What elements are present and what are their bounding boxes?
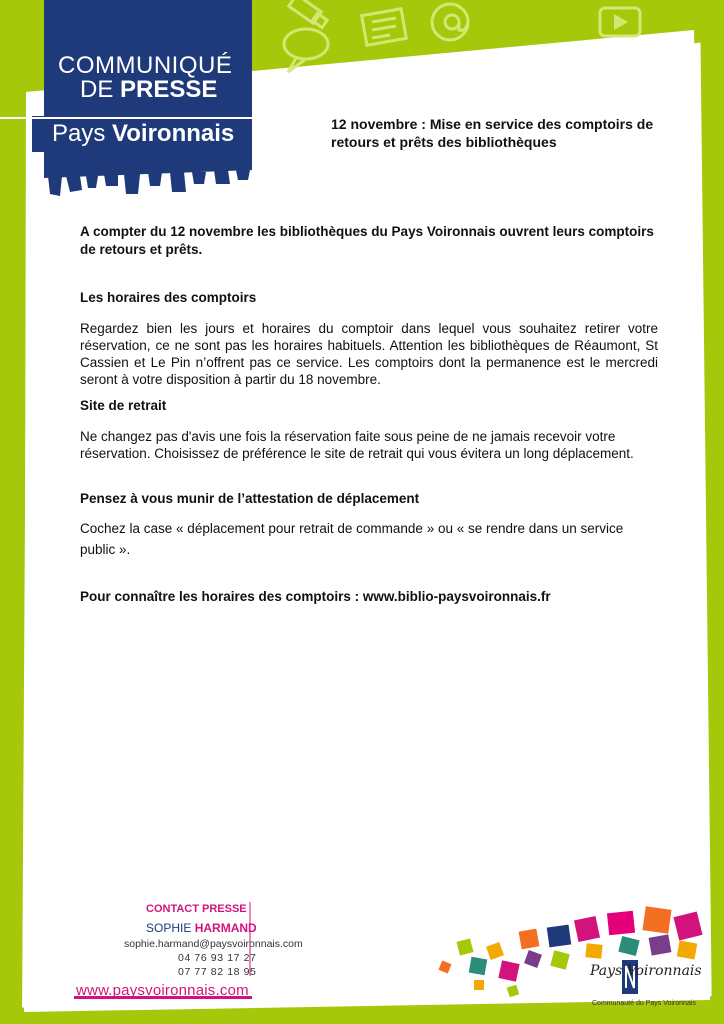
section-heading-horaires: Les horaires des comptoirs (80, 290, 257, 305)
green-frame-left (0, 0, 28, 1024)
website-link[interactable]: www.paysvoironnais.com (76, 982, 249, 999)
presse-label: PRESSE (120, 76, 218, 103)
communique-title: COMMUNIQUÉ (58, 52, 233, 79)
footer-info-line: Pour connaître les horaires des comptoirs : www.biblio-paysvoironnais.fr (80, 589, 551, 604)
contact-phone-2: 07 77 82 18 95 (178, 966, 257, 978)
contact-phone-1: 04 76 93 17 27 (178, 952, 257, 964)
contact-first-name: SOPHIE (146, 921, 192, 935)
section-text-retrait: Ne changez pas d'avis une fois la réservation faite sous peine de ne jamais recevoir votre réservation. Choisissez de préférence le site de retrait qui vous évitera un long déplacement. (80, 429, 634, 461)
contact-email[interactable]: sophie.harmand@paysvoironnais.com (124, 938, 303, 950)
contact-name (146, 921, 257, 935)
section-text-horaires: Regardez bien les jours et horaires du comptoir dans lequel vous souhaitez retirer votre réservation, ce ne sont pas les horaires habituels. Attention les bibliothèques de Réaumont, St Cassien et Le Pin n’offrent pas ce service. Les comptoirs dont la permanence est le mercredi seront à votre disposition à partir du 18 novembre. (80, 321, 658, 387)
logo-subtitle: Communauté du Pays Voironnais (592, 1000, 696, 1007)
brand-title (52, 120, 234, 148)
intro-paragraph: A compter du 12 novembre les bibliothèques du Pays Voironnais ouvrent leurs comptoirs de retours et prêts. (80, 224, 654, 257)
section-heading-attestation: Pensez à vous munir de l’attestation de déplacement (80, 491, 420, 506)
section-heading-retrait: Site de retrait (80, 398, 167, 413)
section-text-attestation: Cochez la case « déplacement pour retrait de commande » ou « se rendre dans un service public ». (80, 521, 624, 557)
logo-wordmark: Pays Voironnais (590, 963, 702, 979)
press-release-headline: 12 novembre : Mise en service des comptoirs de retours et prêts des bibliothèques (331, 116, 654, 150)
brand-bold: Voironnais (112, 120, 235, 147)
contact-presse-title: CONTACT PRESSE (146, 903, 247, 915)
contact-last-name: HARMAND (194, 921, 257, 935)
de-presse-title (80, 76, 217, 104)
de-label: DE (80, 76, 114, 103)
brand-light: Pays (52, 120, 106, 147)
